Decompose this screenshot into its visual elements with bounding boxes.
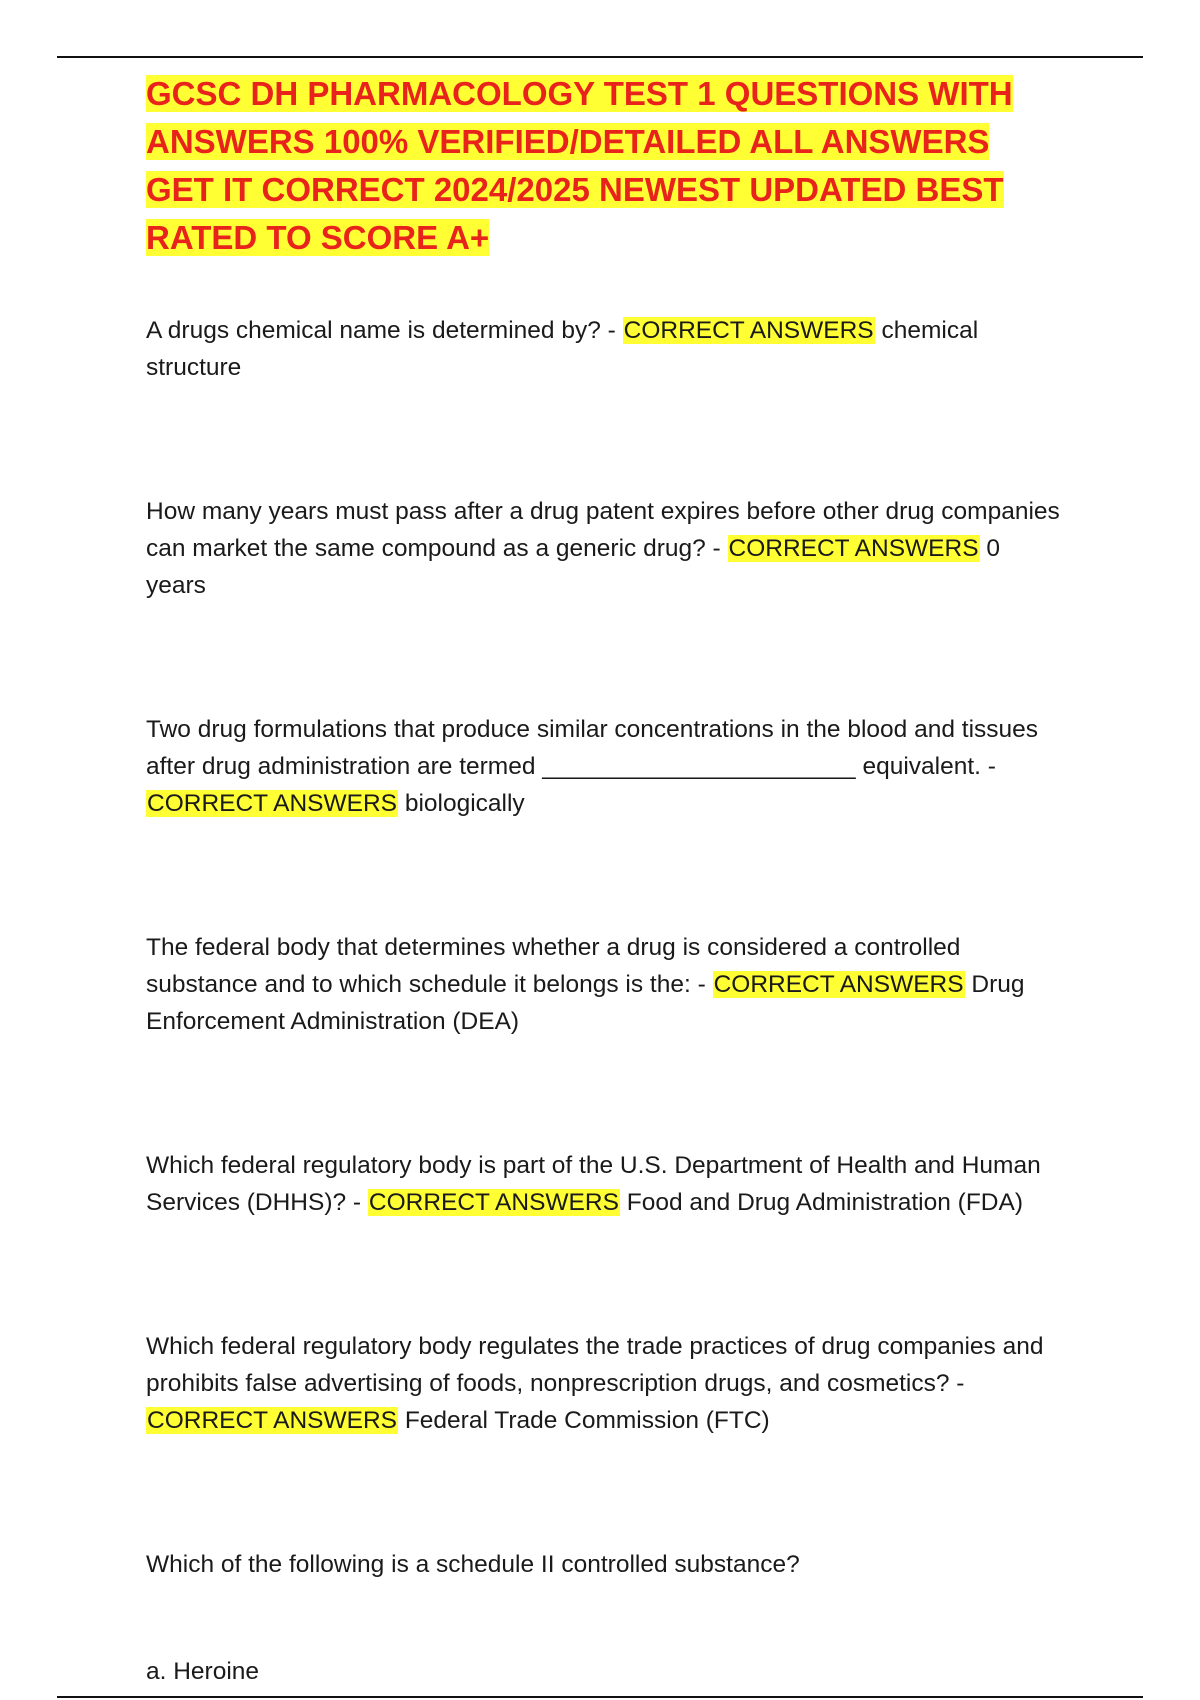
correct-answers-marker: CORRECT ANSWERS (713, 971, 964, 998)
answer-text: Federal Trade Commission (FTC) (398, 1407, 770, 1434)
question-item (146, 929, 1066, 1040)
answer-text: chemical structure (146, 317, 979, 381)
question-item (146, 1328, 1066, 1439)
bottom-rule (57, 1696, 1143, 1698)
question-text: Which of the following is a schedule II controlled substance? (146, 1551, 800, 1578)
document-body (146, 70, 1066, 1690)
question-text: Which federal regulatory body is part of the U.S. Department of Health and Human Services (DHHS)? - (146, 1152, 1041, 1216)
question-text: Two drug formulations that produce similar concentrations in the blood and tissues after drug administration are termed _______________________ equivalent. - (146, 716, 1039, 780)
top-rule (57, 56, 1143, 58)
question-item (146, 1546, 1066, 1583)
answer-option: a. Heroine (146, 1658, 260, 1685)
correct-answers-marker: CORRECT ANSWERS (147, 790, 398, 817)
question-text: How many years must pass after a drug patent expires before other drug companies can market the same compound as a generic drug? - (146, 498, 1060, 562)
question-item (146, 1147, 1066, 1221)
correct-answers-marker: CORRECT ANSWERS (623, 317, 874, 344)
question-text: The federal body that determines whether a drug is considered a controlled substance and to which schedule it belongs is the: - (146, 934, 961, 998)
document-title-text: GCSC DH PHARMACOLOGY TEST 1 QUESTIONS WITH ANSWERS 100% VERIFIED/DETAILED ALL ANSWERS GET IT CORRECT 2024/2025 NEWEST UPDATED BEST RATED TO SCORE A+ (146, 75, 1013, 256)
question-text: A drugs chemical name is determined by? - (146, 317, 623, 344)
document-title (146, 70, 1066, 262)
answer-text: 0 years (146, 535, 1000, 599)
question-item (146, 493, 1066, 604)
question-text: Which federal regulatory body regulates the trade practices of drug companies and prohibits false advertising of foods, nonprescription drugs, and cosmetics? - (146, 1333, 1044, 1397)
question-item (146, 711, 1066, 822)
answer-text: Drug Enforcement Administration (DEA) (146, 971, 1025, 1035)
correct-answers-marker: CORRECT ANSWERS (728, 535, 979, 562)
answer-text: biologically (398, 790, 525, 817)
correct-answers-marker: CORRECT ANSWERS (368, 1189, 619, 1216)
question-item (146, 312, 1066, 386)
answer-text: Food and Drug Administration (FDA) (619, 1189, 1023, 1216)
correct-answers-marker: CORRECT ANSWERS (147, 1407, 398, 1434)
